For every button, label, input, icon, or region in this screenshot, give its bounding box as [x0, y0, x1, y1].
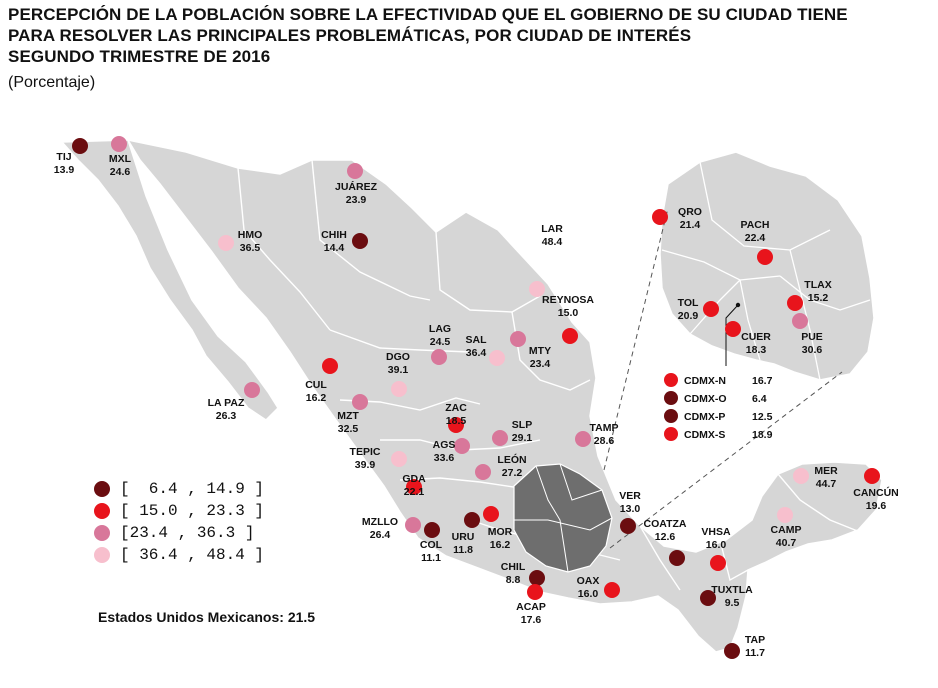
- city-name-pach: PACH: [740, 219, 770, 231]
- city-marker-mzllo: [405, 517, 421, 533]
- city-name-lag: LAG: [428, 323, 452, 335]
- city-marker-hmo: [218, 235, 234, 251]
- city-value-chih: 14.4: [323, 242, 345, 254]
- city-value-coatza: 12.6: [654, 531, 676, 543]
- city-marker-mzt: [352, 394, 368, 410]
- city-value-qro: 21.4: [679, 219, 701, 231]
- cdmx-value-cdmx-p: 12.5: [752, 411, 773, 423]
- city-name-lar: LAR: [541, 223, 563, 235]
- city-name-acap: ACAP: [516, 601, 546, 613]
- city-value-tamp: 28.6: [593, 435, 615, 447]
- city-marker-chih: [352, 233, 368, 249]
- city-value-chil: 8.8: [505, 574, 521, 586]
- city-value-mty: 23.4: [529, 358, 551, 370]
- city-value-sal: 36.4: [465, 347, 487, 359]
- legend-item: [94, 522, 264, 544]
- city-name-ver: VER: [619, 490, 641, 502]
- city-value-dgo: 39.1: [387, 364, 409, 376]
- city-marker-ver: [620, 518, 636, 534]
- city-value-juarez: 23.9: [345, 194, 367, 206]
- legend-swatch: [94, 525, 110, 541]
- city-name-qro: QRO: [678, 206, 702, 218]
- city-name-gda: GDA: [402, 473, 426, 485]
- city-value-pach: 22.4: [744, 232, 766, 244]
- cdmx-marker-cdmx-o: [664, 391, 678, 405]
- title-line-2: PARA RESOLVER LAS PRINCIPALES PROBLEMÁTICAS, POR CIUDAD DE INTERÉS: [8, 26, 692, 45]
- city-name-reynosa: REYNOSA: [542, 294, 594, 306]
- city-marker-vhsa: [710, 555, 726, 571]
- city-name-coatza: COATZA: [643, 518, 687, 530]
- city-name-mor: MOR: [487, 526, 513, 538]
- city-value-mzllo: 26.4: [369, 529, 391, 541]
- city-marker-pach: [757, 249, 773, 265]
- city-marker-acap: [527, 584, 543, 600]
- city-marker-juarez: [347, 163, 363, 179]
- city-name-uru: URU: [451, 531, 475, 543]
- city-name-mzllo: MZLLO: [361, 516, 399, 528]
- city-name-zac: ZAC: [445, 402, 467, 414]
- cdmx-name-cdmx-p: CDMX-P: [684, 411, 726, 423]
- city-name-cancun: CANCÚN: [853, 487, 899, 499]
- city-value-leon: 27.2: [501, 467, 523, 479]
- cdmx-value-cdmx-s: 18.9: [752, 429, 773, 441]
- city-name-mty: MTY: [528, 345, 552, 357]
- legend-label: [ 15.0 , 23.3 ]: [120, 502, 265, 520]
- city-value-mor: 16.2: [489, 539, 511, 551]
- city-marker-chil: [529, 570, 545, 586]
- city-name-hmo: HMO: [237, 229, 263, 241]
- cdmx-marker-cdmx-s: [664, 427, 678, 441]
- city-marker-qro: [652, 209, 668, 225]
- city-marker-ags: [454, 438, 470, 454]
- city-marker-leon: [475, 464, 491, 480]
- city-name-cuer: CUER: [741, 331, 771, 343]
- legend-item: [94, 544, 264, 566]
- city-marker-mor: [483, 506, 499, 522]
- city-marker-cuer: [725, 321, 741, 337]
- city-name-tol: TOL: [677, 297, 699, 309]
- city-name-tepic: TEPIC: [349, 446, 381, 458]
- city-marker-oax: [604, 582, 620, 598]
- city-name-pue: PUE: [801, 331, 823, 343]
- city-value-cul: 16.2: [305, 392, 327, 404]
- city-name-tlax: TLAX: [804, 279, 832, 291]
- city-name-chih: CHIH: [321, 229, 347, 241]
- city-value-hmo: 36.5: [239, 242, 261, 254]
- city-name-mxl: MXL: [108, 153, 132, 165]
- city-marker-tlax: [787, 295, 803, 311]
- city-name-tuxtla: TUXTLA: [711, 584, 753, 596]
- legend-swatch: [94, 481, 110, 497]
- city-name-tap: TAP: [744, 634, 766, 646]
- city-marker-lag: [431, 349, 447, 365]
- legend-label: [ 6.4 , 14.9 ]: [120, 480, 265, 498]
- city-marker-tepic: [391, 451, 407, 467]
- city-marker-camp: [777, 507, 793, 523]
- city-value-tepic: 39.9: [354, 459, 376, 471]
- city-name-leon: LEÓN: [497, 454, 527, 466]
- city-name-tij: TIJ: [56, 151, 72, 163]
- city-value-slp: 29.1: [511, 432, 533, 444]
- cdmx-list: [664, 373, 773, 441]
- city-name-slp: SLP: [511, 419, 533, 431]
- city-value-col: 11.1: [421, 552, 441, 564]
- inset-map-shape: [660, 152, 874, 380]
- title-line-1: PERCEPCIÓN DE LA POBLACIÓN SOBRE LA EFECTIVIDAD QUE EL GOBIERNO DE SU CIUDAD TIENE: [8, 5, 848, 24]
- city-value-tap: 11.7: [745, 647, 765, 659]
- cdmx-name-cdmx-n: CDMX-N: [684, 375, 726, 387]
- cdmx-marker-cdmx-p: [664, 409, 678, 423]
- city-name-tamp: TAMP: [589, 422, 619, 434]
- city-value-tij: 13.9: [53, 164, 75, 176]
- city-marker-uru: [464, 512, 480, 528]
- city-marker-la-paz: [244, 382, 260, 398]
- cdmx-name-cdmx-o: CDMX-O: [684, 393, 727, 405]
- city-value-mer: 44.7: [815, 478, 837, 490]
- city-value-ver: 13.0: [619, 503, 641, 515]
- city-value-tlax: 15.2: [807, 292, 829, 304]
- city-marker-tij: [72, 138, 88, 154]
- city-value-vhsa: 16.0: [705, 539, 727, 551]
- cdmx-marker-cdmx-n: [664, 373, 678, 387]
- city-name-chil: CHIL: [500, 561, 526, 573]
- legend-label: [ 36.4 , 48.4 ]: [120, 546, 265, 564]
- city-value-lar: 48.4: [541, 236, 563, 248]
- city-value-tuxtla: 9.5: [724, 597, 740, 609]
- legend: [94, 478, 264, 566]
- city-name-mer: MER: [814, 465, 838, 477]
- city-name-la-paz: LA PAZ: [207, 397, 245, 409]
- city-marker-pue: [792, 313, 808, 329]
- city-marker-coatza: [669, 550, 685, 566]
- city-value-zac: 18.5: [445, 415, 467, 427]
- legend-label: [23.4 , 36.3 ]: [120, 524, 255, 542]
- legend-swatch: [94, 547, 110, 563]
- city-marker-cul: [322, 358, 338, 374]
- city-marker-col: [424, 522, 440, 538]
- city-marker-dgo: [391, 381, 407, 397]
- city-name-vhsa: VHSA: [701, 526, 731, 538]
- city-value-gda: 22.1: [403, 486, 425, 498]
- city-value-reynosa: 15.0: [557, 307, 579, 319]
- city-name-cul: CUL: [305, 379, 327, 391]
- city-value-cuer: 18.3: [745, 344, 767, 356]
- title-line-3: SEGUNDO TRIMESTRE DE 2016: [8, 47, 271, 66]
- city-name-sal: SAL: [465, 334, 487, 346]
- city-marker-mxl: [111, 136, 127, 152]
- national-value: Estados Unidos Mexicanos: 21.5: [98, 609, 316, 625]
- city-marker-slp: [492, 430, 508, 446]
- city-marker-mty: [510, 331, 526, 347]
- city-value-cancun: 19.6: [865, 500, 887, 512]
- city-name-oax: OAX: [576, 575, 600, 587]
- city-value-mzt: 32.5: [337, 423, 359, 435]
- cdmx-value-cdmx-n: 16.7: [752, 375, 773, 387]
- city-name-juarez: JUÁREZ: [334, 181, 378, 193]
- city-name-col: COL: [419, 539, 443, 551]
- city-name-mzt: MZT: [337, 410, 359, 422]
- city-value-uru: 11.8: [453, 544, 473, 556]
- city-marker-cancun: [864, 468, 880, 484]
- city-marker-mer: [793, 468, 809, 484]
- city-value-lag: 24.5: [429, 336, 451, 348]
- legend-item: [94, 500, 264, 522]
- city-value-camp: 40.7: [775, 537, 797, 549]
- cdmx-name-cdmx-s: CDMX-S: [684, 429, 726, 441]
- city-marker-reynosa: [562, 328, 578, 344]
- city-name-camp: CAMP: [770, 524, 802, 536]
- legend-swatch: [94, 503, 110, 519]
- city-name-dgo: DGO: [386, 351, 410, 363]
- city-marker-sal: [489, 350, 505, 366]
- city-value-ags: 33.6: [433, 452, 455, 464]
- city-value-mxl: 24.6: [109, 166, 131, 178]
- city-marker-tap: [724, 643, 740, 659]
- city-marker-tol: [703, 301, 719, 317]
- cdmx-marker: [736, 303, 740, 307]
- map-subtitle: (Porcentaje): [8, 74, 96, 91]
- city-value-oax: 16.0: [577, 588, 599, 600]
- city-value-pue: 30.6: [801, 344, 823, 356]
- city-value-acap: 17.6: [520, 614, 542, 626]
- cdmx-value-cdmx-o: 6.4: [752, 393, 767, 405]
- legend-item: [94, 478, 264, 500]
- city-name-ags: AGS: [432, 439, 456, 451]
- city-value-tol: 20.9: [677, 310, 699, 322]
- city-value-la-paz: 26.3: [215, 410, 237, 422]
